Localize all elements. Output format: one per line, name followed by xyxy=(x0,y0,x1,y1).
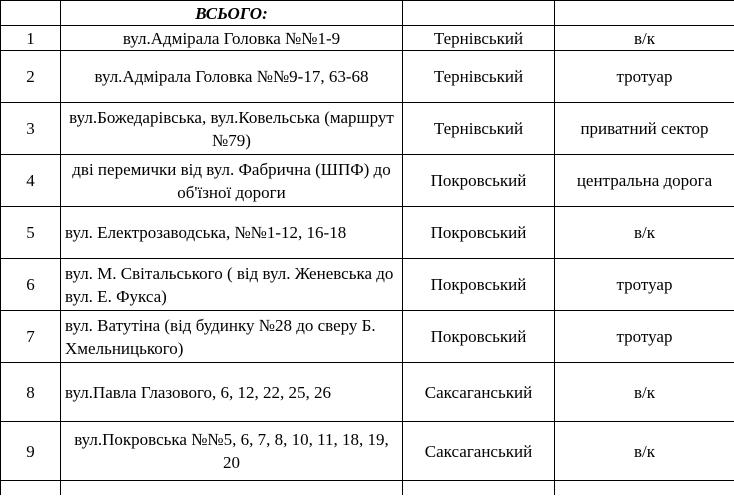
row-district: Покровський xyxy=(403,207,555,259)
table-row xyxy=(1,103,734,155)
row-number: 4 xyxy=(1,155,61,207)
cell-district xyxy=(403,1,555,26)
row-address: вул.Адмірала Головка №№9-17, 63-68 xyxy=(61,51,403,103)
row-type: тротуар xyxy=(555,259,734,311)
row-number: 1 xyxy=(1,26,61,51)
row-district: Тернівський xyxy=(403,103,555,155)
table-row xyxy=(1,363,734,422)
row-number: 2 xyxy=(1,51,61,103)
row-district: Саксаганський xyxy=(403,363,555,422)
row-address: вул.Адмірала Головка №№1-9 xyxy=(61,26,403,51)
table-row xyxy=(1,207,734,259)
row-type: в/к xyxy=(555,207,734,259)
row-type: в/к xyxy=(555,363,734,422)
table-row xyxy=(1,311,734,363)
row-type: центральна дорога xyxy=(555,155,734,207)
row-number: 6 xyxy=(1,259,61,311)
row-type: тротуар xyxy=(555,311,734,363)
row-address: вул. Ватутіна (від будинку №28 до сверу Б. Хмельницького) xyxy=(61,311,403,363)
cell-num xyxy=(1,481,61,496)
table-row xyxy=(1,155,734,207)
row-district: Тернівський xyxy=(403,26,555,51)
row-type: в/к xyxy=(555,422,734,481)
table-row-total xyxy=(1,1,734,26)
cell-type xyxy=(555,481,734,496)
row-district: Тернівський xyxy=(403,51,555,103)
table-row xyxy=(1,422,734,481)
table-row xyxy=(1,259,734,311)
cell-num xyxy=(1,1,61,26)
table-row-partial xyxy=(1,481,734,496)
row-address: вул.Павла Глазового, 6, 12, 22, 25, 26 xyxy=(61,363,403,422)
row-address: вул. М. Світальського ( від вул. Женевська до вул. Е. Фукса) xyxy=(61,259,403,311)
row-type: в/к xyxy=(555,26,734,51)
row-address: вул.Божедарівська, вул.Ковельська (маршрут №79) xyxy=(61,103,403,155)
row-district: Покровський xyxy=(403,155,555,207)
row-address: вул.Покровська №№5, 6, 7, 8, 10, 11, 18, 19, 20 xyxy=(61,422,403,481)
row-number: 8 xyxy=(1,363,61,422)
row-number: 5 xyxy=(1,207,61,259)
cell-district xyxy=(403,481,555,496)
row-district: Покровський xyxy=(403,311,555,363)
row-number: 3 xyxy=(1,103,61,155)
table-row xyxy=(1,51,734,103)
row-type: тротуар xyxy=(555,51,734,103)
row-district: Покровський xyxy=(403,259,555,311)
table-row xyxy=(1,26,734,51)
row-number: 9 xyxy=(1,422,61,481)
row-address: дві перемички від вул. Фабрична (ШПФ) до об'їзної дороги xyxy=(61,155,403,207)
row-address: вул. Електрозаводська, №№1-12, 16-18 xyxy=(61,207,403,259)
cell-type xyxy=(555,1,734,26)
total-label: ВСЬОГО: xyxy=(61,1,403,26)
row-type: приватний сектор xyxy=(555,103,734,155)
row-district: Саксаганський xyxy=(403,422,555,481)
row-number: 7 xyxy=(1,311,61,363)
cell-address xyxy=(61,481,403,496)
